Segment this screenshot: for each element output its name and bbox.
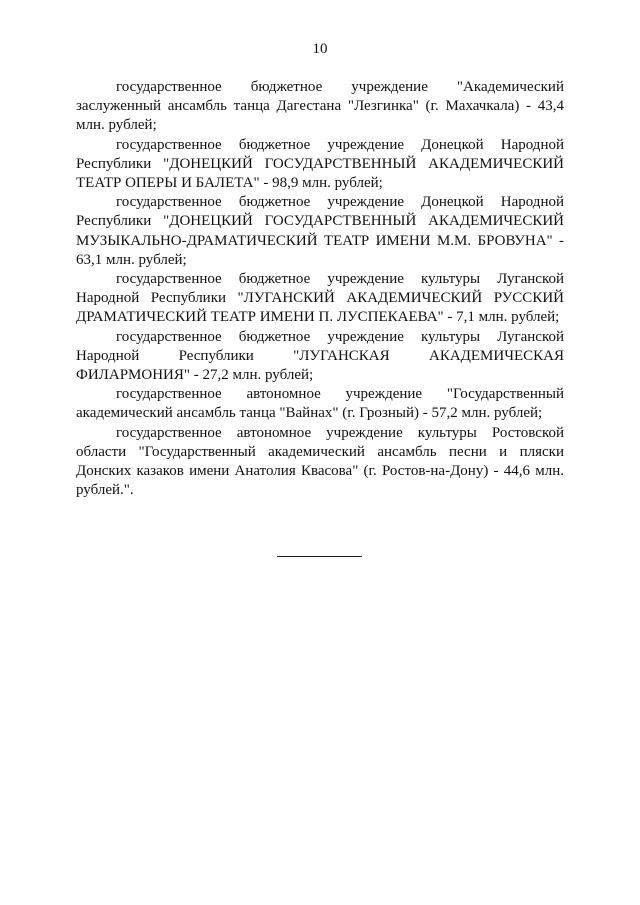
paragraph-lugansk-russian-drama-theatre: государственное бюджетное учреждение культуры Луганской Народной Республики "ЛУГАНСКИЙ АКАДЕМИЧЕСКИЙ РУССКИЙ ДРАМАТИЧЕСКИЙ ТЕАТР ИМЕНИ П. ЛУСПЕКАЕВА" - 7,1 млн. рублей; [76, 271, 564, 326]
paragraph-donetsk-opera-ballet-theatre: государственное бюджетное учреждение Донецкой Народной Республики "ДОНЕЦКИЙ ГОСУДАРСТВЕННЫЙ АКАДЕМИЧЕСКИЙ ТЕАТР ОПЕРЫ И БАЛЕТА" - 98,9 млн. рублей; [76, 136, 564, 192]
paragraph-don-cossacks-ensemble: государственное автономное учреждение культуры Ростовской области "Государственный академический ансамбль песни и пляски Донских казаков имени Анатолия Квасова" (г. Ростов-на-Дону) - 44,6 млн. рублей.". [76, 424, 564, 499]
paragraph-lugansk-philharmonic: государственное бюджетное учреждение культуры Луганской Народной Республики "ЛУГАНСКАЯ АКАДЕМИЧЕСКАЯ ФИЛАРМОНИЯ" - 27,2 млн. рублей; [76, 328, 564, 384]
document-body [76, 78, 564, 500]
paragraph-vainakh-ensemble: государственное автономное учреждение "Государственный академический ансамбль танца "Вайнах" (г. Грозный) - 57,2 млн. рублей; [76, 386, 564, 422]
paragraph-donetsk-music-drama-theatre: государственное бюджетное учреждение Донецкой Народной Республики "ДОНЕЦКИЙ ГОСУДАРСТВЕННЫЙ АКАДЕМИЧЕСКИЙ МУЗЫКАЛЬНО-ДРАМАТИЧЕСКИЙ ТЕАТР ИМЕНИ М.М. БРОВУНА" - 63,1 млн. рублей; [76, 194, 564, 268]
paragraph-lezginka-ensemble: государственное бюджетное учреждение "Академический заслуженный ансамбль танца Дагестана "Лезгинка" (г. Махачкала) - 43,4 млн. рублей; [76, 79, 564, 134]
end-divider-line [277, 556, 362, 557]
page-number: 10 [312, 41, 328, 57]
